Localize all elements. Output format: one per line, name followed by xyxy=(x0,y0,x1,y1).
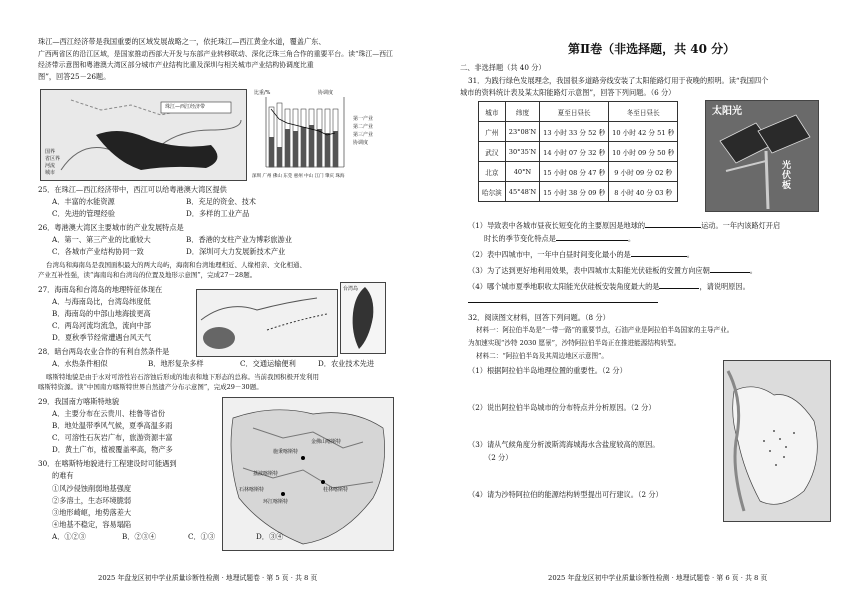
map1-legend-province: 省区界 xyxy=(45,156,61,162)
table-cell: 9 小时 09 分 02 秒 xyxy=(609,162,678,182)
answer-blank[interactable] xyxy=(710,266,750,273)
karst-heritage-map xyxy=(222,397,394,551)
q31-part1-tail: 运动。一年内该路灯开启 xyxy=(701,221,781,230)
q30-item-1: ①风沙侵蚀削弱地基强度 xyxy=(52,484,132,493)
table-cell: 14 小时 07 分 32 秒 xyxy=(540,142,609,162)
industry-structure-chart xyxy=(252,89,392,181)
table-cell: 8 小时 40 分 03 秒 xyxy=(609,182,678,202)
q29-option-b: B．地处温带季风气候，夏季高温多雨 xyxy=(52,421,173,430)
q32-part1: （1）根据阿拉伯半岛地理位置的重要性。（2 分） xyxy=(468,366,627,375)
map1-legend-border: 国界 xyxy=(45,149,56,155)
chart1-cities: 深圳 广州 佛山 东莞 惠州 中山 江门 肇庆 珠海 xyxy=(252,174,345,179)
table-header: 纬度 xyxy=(505,102,539,122)
chart1-legend-1: 第一产业 xyxy=(353,116,374,122)
table-header: 冬至日昼长 xyxy=(609,102,678,122)
table-cell: 武汉 xyxy=(479,142,506,162)
karst-label-5: 环江喀斯特 xyxy=(263,499,289,505)
intro3-line-2: 喀斯特资源。读“中国南方喀斯特世界自然遗产分布示意图”，完成29－30题。 xyxy=(38,383,263,391)
table-cell: 北京 xyxy=(479,162,506,182)
q32-part2: （2）说出阿拉伯半岛城市的分布特点并分析原因。（2 分） xyxy=(468,403,656,412)
arabian-map-svg xyxy=(724,361,830,521)
solar-light-svg xyxy=(706,101,818,211)
q26-option-a: A．第一、第三产业的比重较大 xyxy=(52,235,151,244)
table-cell: 广州 xyxy=(479,122,506,142)
karst-heritage-map-svg xyxy=(223,398,393,550)
left-footer: 2025 年盘龙区初中学业质量诊断性检测 · 地理试题卷 · 第 5 页 · 共 8 页 xyxy=(98,574,318,582)
q32-part3: （3）请从气候角度分析波斯湾海城海水含盐度较高的原因。 xyxy=(468,440,660,449)
answer-blank[interactable] xyxy=(645,221,701,228)
table-row xyxy=(479,162,678,182)
q31-part3-text: （3）为了达到更好地利用效果，表中四城市太阳能光伏硅板的安置方向应朝 xyxy=(468,266,710,275)
q30-stem-2: 的难有 xyxy=(52,471,74,480)
q31-part1-text: （1）导致表中各城市昼夜长短变化的主要原因是地球的 xyxy=(468,221,646,230)
map1-label: 珠江—西江经济带 xyxy=(165,104,206,110)
answer-blank[interactable] xyxy=(659,282,699,289)
q27-option-d: D．夏秋季节经常遭遇台风天气 xyxy=(52,333,152,342)
q32-part4: （4）请为沙特阿拉伯的能源结构转型提出可行建议。（2 分） xyxy=(468,490,663,499)
q29-stem: 29．我国南方喀斯特地貌 xyxy=(38,397,120,406)
q31-intro-2: 城市的资料统计表及某太阳能路灯示意图”，回答下列问题。（6 分） xyxy=(460,88,676,97)
section-label: 二、非选择题（共 40 分） xyxy=(460,63,546,72)
chart1-legend-3: 第三产业 xyxy=(353,132,374,138)
pearl-river-map-svg xyxy=(41,90,246,180)
q30-option-b: B．②③④ xyxy=(122,532,157,541)
material2: 材料二：“阿拉伯半岛及其周边地区示意图”。 xyxy=(476,352,609,360)
answer-blank[interactable] xyxy=(631,250,687,257)
hainan-taiwan-map xyxy=(196,289,338,357)
q29-option-c: C．可溶性石灰岩广布，旅游资源丰富 xyxy=(52,433,173,442)
map1-legend-city: 城市 xyxy=(45,170,56,176)
table-cell: 15 小时 38 分 09 秒 xyxy=(540,182,609,202)
q31-part2-text: （2）表中四城市中，一年中白昼时间变化最小的是 xyxy=(468,250,631,259)
q28-option-c: C．交通运输便利 xyxy=(240,359,296,368)
karst-label-6: 石林喀斯特 xyxy=(239,487,265,493)
q30-stem: 30．在喀斯特地貌进行工程建设时可能遇到 xyxy=(38,459,177,468)
sunlight-label: 太阳光 xyxy=(712,106,742,117)
right-footer: 2025 年盘龙区初中学业质量诊断性检测 · 地理试题卷 · 第 6 页 · 共 8 页 xyxy=(548,574,768,582)
intro3-line-1: 喀斯特地貌是由于水对可溶性岩石溶蚀后形成的地表和地下形态的总称。当前我国积极开发利用 xyxy=(46,373,319,381)
q26-option-b: B．香港的支柱产业为博彩旅游业 xyxy=(186,235,292,244)
chart1-ylabel-right: 协调度 xyxy=(318,90,334,96)
table-row xyxy=(479,142,678,162)
arabian-peninsula-map xyxy=(723,360,831,522)
table-row xyxy=(479,122,678,142)
table-cell: 13 小时 33 分 52 秒 xyxy=(540,122,609,142)
q31-part1-a xyxy=(468,221,780,230)
q31-intro-1: 31．为践行绿色发展理念，我国很多道路旁线安装了太阳能路灯用于夜晚的照明。读“我国四个 xyxy=(468,76,769,85)
map1-legend-river: 河流 xyxy=(45,163,56,169)
chart1-svg xyxy=(252,89,362,179)
q27-option-b: B．海南岛的中部山地海拔更高 xyxy=(52,309,151,318)
q27-option-a: A．与海南岛比，台湾岛纬度低 xyxy=(52,297,151,306)
q28-stem: 28．暗台两岛农业合作的有利自然条件是 xyxy=(38,347,170,356)
table-cell: 30°35′N xyxy=(505,142,539,162)
q31-part1-b-text: 时长的季节变化特点是 xyxy=(484,234,556,243)
hainan-taiwan-map-svg xyxy=(197,290,337,356)
q29-option-d: D．黄土广布，植被覆盖率高，物产多 xyxy=(52,445,173,454)
q27-stem: 27．海南岛和台湾岛的地理特征体现在 xyxy=(38,285,163,294)
q25-option-c: C．先进的管理经验 xyxy=(52,209,116,218)
pearl-river-map xyxy=(40,89,247,181)
q30-option-c: C．①③ xyxy=(188,532,216,541)
table-cell: 15 小时 08 分 47 秒 xyxy=(540,162,609,182)
table-header: 城市 xyxy=(479,102,506,122)
q31-part1-b: 时长的季节变化特点是 。 xyxy=(484,234,636,243)
q25-option-d: D．多样的工业产品 xyxy=(186,209,250,218)
q28-option-a: A．水热条件相似 xyxy=(52,359,108,368)
q26-stem: 26．粤港澳大湾区主要城市的产业发展特点是 xyxy=(38,223,184,232)
q26-option-c: C．各城市产业结构协同一致 xyxy=(52,247,144,256)
answer-blank[interactable] xyxy=(556,234,628,241)
table-cell: 10 小时 09 分 50 秒 xyxy=(609,142,678,162)
karst-label-3: 金佛山喀斯特 xyxy=(311,439,342,445)
taiwan-map xyxy=(340,282,386,354)
intro-line-1: 珠江—西江经济带是我国重要的区域发展战略之一，依托珠江—西江黄金水道，覆盖广东、 xyxy=(38,37,326,46)
chart1-legend-2: 第二产业 xyxy=(353,124,374,130)
q27-option-c: C．两岛河流均流急，流向中部 xyxy=(52,321,151,330)
q32-part3-score: （2 分） xyxy=(484,453,513,462)
q31-part4 xyxy=(468,282,750,291)
q31-part4-tail: ，请说明原因。 xyxy=(699,282,750,291)
q30-item-2: ②多溶土，生态环境脆弱 xyxy=(52,496,132,505)
taiwan-label: 台湾岛 xyxy=(343,286,359,292)
chart1-ylabel-left: 比重/% xyxy=(254,90,271,96)
q31-part2: （2）表中四城市中，一年中白昼时间变化最小的是 。 xyxy=(468,250,694,259)
chart1-legend-4: 协调度 xyxy=(353,140,369,146)
q30-option-a: A．①②③ xyxy=(52,532,86,541)
karst-label-2: 荔波喀斯特 xyxy=(253,471,279,477)
q25-option-b: B．充足的资金、技术 xyxy=(186,197,256,206)
q31-part4-text: （4）哪个城市夏季地职收太阳能光伏硅板安装角度最大的是 xyxy=(468,282,660,291)
q26-option-d: D．深圳可大力发展新技术产业 xyxy=(186,247,286,256)
intro2-line-2: 产业互补性强，读“海南岛和台湾岛的位置及地形示意图”，完成27－28题。 xyxy=(38,271,257,279)
city-daylight-table xyxy=(478,101,678,202)
table-cell: 40°N xyxy=(505,162,539,182)
section-heading: 第Ⅱ卷（非选择题，共 40 分） xyxy=(568,42,736,56)
table-cell: 45°48′N xyxy=(505,182,539,202)
solar-street-light-photo xyxy=(705,100,819,212)
answer-blank[interactable] xyxy=(468,296,658,303)
q31-part4-line xyxy=(468,296,658,305)
table-cell: 23°08′N xyxy=(505,122,539,142)
karst-label-4: 桂林喀斯特 xyxy=(323,487,349,493)
table-row xyxy=(479,182,678,202)
q28-option-d: D．农业技术先进 xyxy=(318,359,375,368)
intro-line-3: 图”，回答25－26题。 xyxy=(38,72,111,81)
q25-stem: 25．在珠江—西江经济带中，西江可以给粤港澳大湾区提供 xyxy=(38,185,227,194)
right-page xyxy=(430,0,860,608)
material1-line-2: 为加速实现“沙特 2030 愿景”，沙特阿拉伯半岛正在推进能源结构转型。 xyxy=(468,339,681,347)
material1-line-1: 材料一：阿拉伯半岛是“一带一路”的重要节点，石油产业是阿拉伯半岛国家的主导产业。 xyxy=(476,326,734,334)
table-cell: 哈尔滨 xyxy=(479,182,506,202)
q30-item-4: ④地基不稳定，容易塌陷 xyxy=(52,520,132,529)
intro-line-2: 广西两省区的沿江区域，是国家推动西部大开发与东部产业转移联动、深化泛珠三角合作的重要平台。读“珠江—西江经济带示意图和粤港澳大湾区部分城市产业结构比重及深圳与相关城市产业结构协调度比重 xyxy=(38,50,393,69)
q30-option-d: D．③④ xyxy=(256,532,284,541)
q30-item-3: ③地形崎岖，地势落差大 xyxy=(52,508,132,517)
q29-option-a: A．主要分布在云贵川、桂鲁等省份 xyxy=(52,409,166,418)
q31-part3: （3）为了达到更好地利用效果，表中四城市太阳能光伏硅板的安置方向应朝 。 xyxy=(468,266,757,275)
table-cell: 10 小时 42 分 51 秒 xyxy=(609,122,678,142)
pv-panel-label: 光伏板 xyxy=(782,161,792,191)
intro2-line-1: 台湾岛和海南岛是我国面积最大的两大岛屿，海南和台湾地理相近、人缘相亲、文化相通、 xyxy=(46,261,306,269)
q32-intro: 32．阅读图文材料，回答下列问题。（8 分） xyxy=(468,313,610,322)
table-header-row xyxy=(479,102,678,122)
q25-option-a: A．丰富的水能资源 xyxy=(52,197,115,206)
table-header: 夏至日昼长 xyxy=(540,102,609,122)
q28-option-b: B．地形复杂多样 xyxy=(148,359,204,368)
karst-label-1: 施秉喀斯特 xyxy=(273,449,299,455)
